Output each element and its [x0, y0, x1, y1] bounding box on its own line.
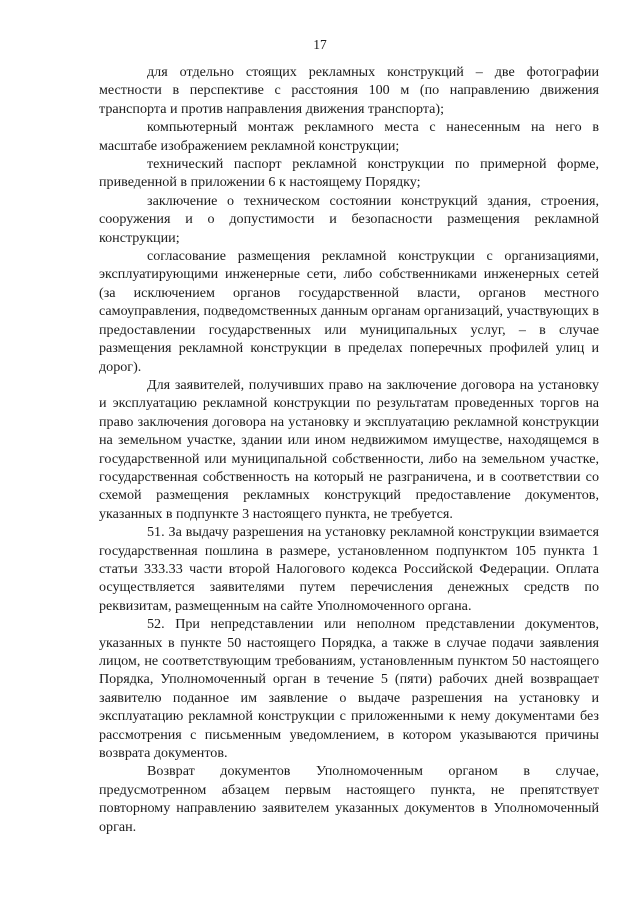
paragraph-approval: согласование размещения рекламной конструкции с организациями, эксплуатирующими инженерные сети, либо собственниками инженерных сетей (за исключением органов государственной власти, органов местного самоуправления, подведомственных данным органам организаций, участвующих в предоставлении государственных или муниципальных услуг, – в случае размещения рекламной конструкции в пределах поперечных профилей улиц и дорог). — [99, 248, 599, 375]
paragraph-montage: компьютерный монтаж рекламного места с нанесенным на него в масштабе изображением рекламной конструкции; — [99, 119, 599, 154]
paragraph-item-51: 51. За выдачу разрешения на установку рекламной конструкции взимается государственная пошлина в размере, установленном подпунктом 105 пункта 1 статьи 333.33 части второй Налогового кодекса Российской Федерации. Оплата осуществляется заявителями путем перечисления денежных средств по реквизитам, размещенным на сайте Уполномоченного органа. — [99, 524, 599, 614]
paragraph-item-52: 52. При непредставлении или неполном представлении документов, указанных в пункте 50 настоящего Порядка, а также в случае подачи заявления лицом, не соответствующим требованиям, установленным пунктом 50 настоящего Порядка, Уполномоченный орган в течение 5 (пяти) рабочих дней возвращает заявителю поданное им заявление о выдаче разрешения на установку и эксплуатацию рекламной конструкции с приложенными к нему документами без рассмотрения с письменным уведомлением, в котором указываются причины возврата документов. — [99, 616, 599, 762]
page-number: 17 — [313, 37, 327, 52]
paragraph-return: Возврат документов Уполномоченным органом в случае, предусмотренном абзацем первым настоящего пункта, не препятствует повторному направлению заявителем указанных документов в Уполномоченный орган. — [99, 763, 599, 835]
paragraph-photos: для отдельно стоящих рекламных конструкций – две фотографии местности в перспективе с расстояния 100 м (по направлению движения транспорта и против направления движения транспорта); — [99, 64, 599, 117]
paragraph-tech-passport: технический паспорт рекламной конструкции по примерной форме, приведенной в приложении 6 к настоящему Порядку; — [99, 156, 599, 191]
document-body — [99, 63, 599, 836]
paragraph-tech-condition: заключение о техническом состоянии конструкций здания, строения, сооружения и о допустимости и безопасности размещения рекламной конструкции; — [99, 192, 599, 246]
paragraph-tender-applicants: Для заявителей, получивших право на заключение договора на установку и эксплуатацию рекламной конструкции по результатам проведенных торгов на право заключения договора на установку и эксплуатацию рекламной конструкции на земельном участке, здании или ином недвижимом имуществе, находящемся в государственной или муниципальной собственности, либо на земельном участке, государственная собственность на который не разграничена, и в соответствии со схемой размещения рекламных конструкций предоставление документов, указанных в подпункте 3 настоящего пункта, не требуется. — [99, 376, 599, 522]
